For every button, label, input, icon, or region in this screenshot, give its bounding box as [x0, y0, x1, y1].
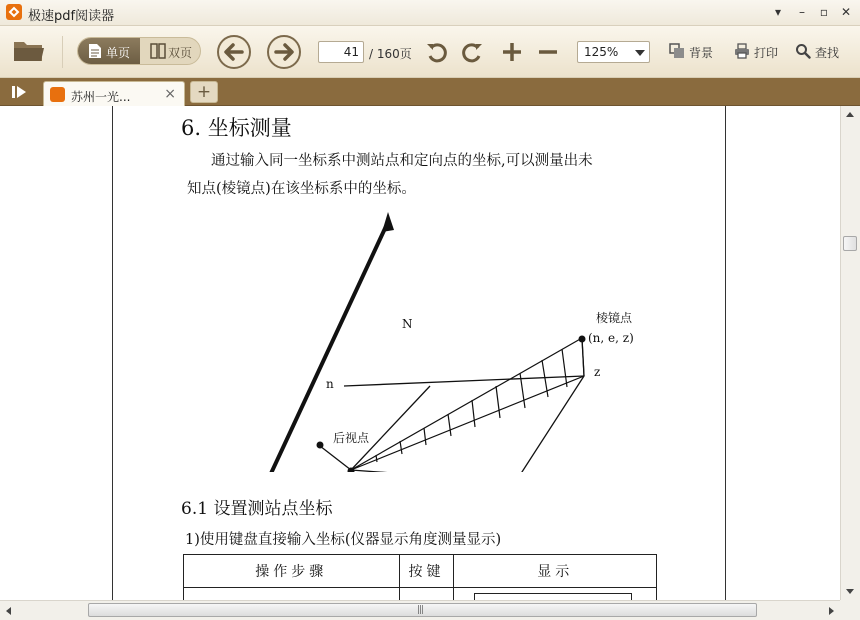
- double-page-label: 双页: [168, 46, 193, 60]
- operation-table: [183, 554, 657, 600]
- page-number-input[interactable]: [318, 41, 364, 63]
- background-icon: [669, 43, 685, 59]
- rotate-left-icon[interactable]: [424, 39, 450, 65]
- hatched-triangle: [351, 338, 584, 470]
- page-total-label: / 160页: [369, 47, 412, 61]
- title-bar: [0, 0, 860, 26]
- arrow-left-icon: [216, 34, 252, 70]
- rotate-right-icon[interactable]: [459, 39, 485, 65]
- prism-point-label: 棱镜点: [596, 311, 633, 325]
- new-tab-button[interactable]: +: [190, 81, 218, 103]
- folder-icon: [12, 36, 46, 64]
- background-button[interactable]: [669, 42, 721, 62]
- double-page-icon: [150, 43, 166, 59]
- vertical-scrollbar[interactable]: [840, 106, 860, 600]
- page-right-border: [725, 106, 726, 600]
- tab-label: 苏州一光...: [71, 90, 131, 104]
- horizontal-scrollbar[interactable]: [0, 600, 860, 620]
- maximize-button[interactable]: ▫: [819, 5, 829, 19]
- close-window-button[interactable]: ✕: [840, 5, 852, 19]
- previous-page-button[interactable]: [216, 34, 252, 70]
- double-page-button[interactable]: [140, 38, 200, 64]
- table-cell: [399, 588, 454, 601]
- coordinate-diagram: [170, 202, 670, 472]
- scroll-right-icon[interactable]: [829, 607, 834, 615]
- single-page-button[interactable]: [78, 38, 140, 64]
- sidebar-toggle-button[interactable]: [6, 83, 32, 101]
- search-icon: [795, 43, 811, 59]
- next-page-button[interactable]: [266, 34, 302, 70]
- find-label: 查找: [815, 46, 840, 60]
- section-title: 6. 坐标测量: [181, 116, 292, 140]
- print-label: 打印: [754, 46, 779, 60]
- pdf-file-icon: [50, 87, 65, 102]
- printer-icon: [734, 43, 750, 59]
- backsight-point-label: 后视点: [333, 431, 370, 445]
- app-logo-icon: [6, 4, 22, 20]
- toolbar-divider: [62, 36, 63, 68]
- single-page-label: 单页: [106, 46, 131, 60]
- find-button[interactable]: [795, 42, 845, 62]
- intro-line-1: 通过输入同一坐标系中测站点和定向点的坐标,可以测量出未: [211, 153, 593, 169]
- vertical-scroll-thumb[interactable]: [843, 236, 857, 251]
- prism-coords-label: (n, e, z): [588, 331, 634, 345]
- display-screen-box: [474, 593, 632, 600]
- document-view[interactable]: [0, 106, 840, 600]
- z-label: z: [594, 365, 601, 379]
- background-label: 背景: [689, 46, 714, 60]
- sidebar-expand-icon: [6, 83, 32, 101]
- subsection-title: 6.1 设置测站点坐标: [181, 499, 333, 519]
- print-button[interactable]: [734, 42, 782, 62]
- intro-line-2: 知点(棱镜点)在该坐标系中的坐标。: [187, 181, 416, 197]
- scroll-grip: |||: [417, 605, 424, 615]
- horizontal-scroll-thumb[interactable]: [88, 603, 757, 617]
- page-left-border: [112, 106, 113, 600]
- view-mode-toggle: [77, 37, 201, 65]
- table-header-display: 显示: [454, 555, 657, 588]
- table-cell: [454, 588, 657, 601]
- n-axis-label: N: [402, 317, 413, 331]
- scroll-down-icon[interactable]: [846, 589, 854, 594]
- zoom-value: 125%: [584, 45, 619, 59]
- zoom-out-icon[interactable]: [535, 39, 561, 65]
- zoom-in-icon[interactable]: [499, 39, 525, 65]
- minimize-button[interactable]: –: [799, 5, 805, 19]
- menu-dropdown-button[interactable]: ▾: [774, 5, 782, 19]
- table-header-steps: 操作步骤: [184, 555, 400, 588]
- scroll-left-icon[interactable]: [6, 607, 11, 615]
- document-tab[interactable]: [43, 81, 185, 106]
- table-cell: [184, 588, 400, 601]
- n-axis-arrow: [382, 212, 394, 232]
- chevron-down-icon: [635, 50, 645, 56]
- zoom-select[interactable]: [577, 41, 650, 63]
- table-header-keys: 按键: [399, 555, 454, 588]
- table-header-row: [184, 555, 657, 588]
- tab-close-button[interactable]: ×: [164, 86, 176, 102]
- table-row: [184, 588, 657, 601]
- single-page-icon: [88, 43, 102, 59]
- step-line: 1)使用键盘直接输入坐标(仪器显示角度测量显示): [185, 532, 502, 548]
- arrow-right-icon: [266, 34, 302, 70]
- scrollbar-corner: [840, 600, 860, 620]
- window-title: 极速pdf阅读器: [28, 9, 115, 24]
- scroll-up-icon[interactable]: [846, 112, 854, 117]
- tab-bar: [0, 78, 860, 106]
- n-label: n: [326, 377, 334, 391]
- toolbar: [0, 26, 860, 78]
- open-file-button[interactable]: [12, 36, 46, 64]
